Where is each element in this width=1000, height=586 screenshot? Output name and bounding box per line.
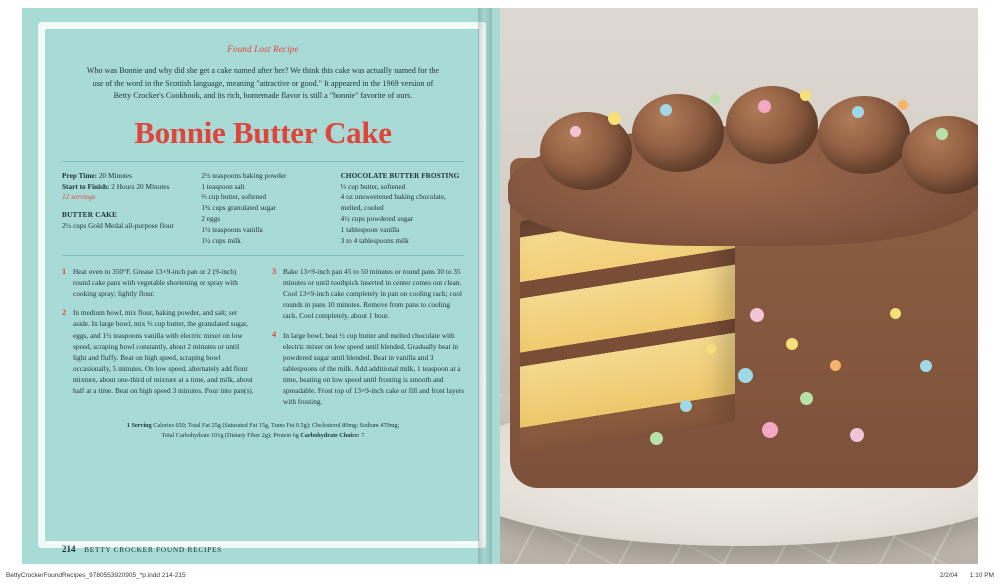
start-finish-label: Start to Finish: (62, 181, 110, 191)
sprinkle (890, 308, 901, 319)
step-number: 4 (272, 330, 277, 340)
instruction-step (62, 307, 254, 396)
nutrition-info (82, 421, 444, 441)
ingredients-columns (56, 162, 470, 248)
sprinkle (738, 368, 753, 383)
step-number: 3 (272, 266, 277, 276)
date-label: 2/2/04 (939, 571, 958, 579)
ingredient-item: ⅓ cup butter, softened (340, 181, 406, 191)
nutrition-lead: 1 Serving (126, 422, 152, 430)
sprinkle (800, 90, 811, 101)
ingredients-column-1 (62, 171, 185, 248)
ingredients-heading-butter-cake: BUTTER CAKE (62, 210, 118, 220)
start-finish-value: 2 Hours 20 Minutes (111, 181, 170, 191)
status-bar-right (940, 572, 994, 579)
frosting-swirl (818, 96, 910, 174)
ingredient-item: 2½ teaspoons baking powder (201, 170, 287, 180)
sprinkle (920, 360, 932, 372)
recipe-content (56, 34, 470, 538)
recipe-title: Bonnie Butter Cake (134, 114, 392, 150)
filename-label: BettyCrockerFoundRecipes_9780553920905_*p.indd 214-215 (6, 571, 186, 579)
ingredient-item: 1½ teaspoons vanilla (201, 225, 263, 235)
step-text: In medium bowl, mix flour, baking powder, and salt; set aside. In large bowl, mix ⅔ cup butter, the granulated sugar, eggs, and 1½ teaspoons vanilla with electric mixer on low speed, scraping bowl constantly, about 2 minutes or until light and fluffy. Beat on high speed, scraping bowl occasionally, 5 minutes. On low speed, alternately add flour mixture, about one-third of mixture at a time, and milk, about half at a time. Beat on high speed 3 minutes. Pour into pan(s). (73, 308, 254, 395)
book-spread (22, 8, 978, 564)
ingredient-item: 1 teaspoon salt (201, 181, 245, 191)
sprinkle (750, 308, 764, 322)
step-number: 2 (62, 307, 67, 317)
page-number: 214 (62, 544, 76, 554)
kicker-found-lost-recipe: Found Lost Recipe (227, 44, 299, 54)
sprinkle (710, 94, 720, 104)
ingredients-column-2 (201, 171, 324, 248)
sprinkle (830, 360, 841, 371)
cake-photograph (500, 8, 978, 564)
sprinkle (706, 344, 716, 354)
step-text: Bake 13×9-inch pan 45 to 50 minutes or round pans 30 to 35 minutes or until toothpick inserted in center comes out clean. Cool 13×9-inch cake completely in pan on cooling rack; cool rounds in pans 10 minutes. Remove from pans to cooling rack. Cool completely, about 1 hour. (283, 267, 462, 321)
ingredient-item: 1¼ cups milk (201, 236, 241, 246)
time-label: 1:10 PM (969, 571, 994, 579)
page-footer (62, 544, 222, 554)
sprinkle (852, 106, 864, 118)
book-title-running-head: BETTY CROCKER FOUND RECIPES (84, 545, 222, 554)
ingredient-item: 4 oz unsweetened baking chocolate, melted, cooled (340, 192, 446, 213)
servings-value: 12 servings (62, 192, 96, 202)
frosting-swirl (632, 94, 724, 172)
prep-time-value: 20 Minutes (98, 170, 132, 180)
instructions-column-right (272, 266, 464, 415)
ingredient-item: 3 to 4 tablespoons milk (340, 236, 409, 246)
sprinkle (850, 428, 864, 442)
sprinkle (762, 422, 778, 438)
ingredient-item: ⅔ cup butter, softened (201, 192, 267, 202)
sprinkle (898, 100, 908, 110)
right-page-photo (500, 8, 978, 564)
instruction-step (272, 266, 464, 321)
ingredient-item: 1 tablespoon vanilla (340, 225, 400, 235)
sprinkle (660, 104, 672, 116)
start-finish-line (62, 182, 185, 193)
sprinkle (786, 338, 798, 350)
nutrition-choice-value: 7 (361, 432, 365, 440)
recipe-intro-text: Who was Bonnie and why did she get a cake named after her? We think this cake was actually named for the use of the word in the Scottish language, meaning "attractive or good." It appeared in the 1969 version of Betty Crocker's Cookbook, and its rich, homemade flavor is still a "bonnie" favorite of ours. (86, 66, 440, 101)
sprinkle (608, 112, 621, 125)
prep-time-label: Prep Time: (62, 170, 98, 180)
instructions (56, 266, 470, 415)
ingredients-column-3 (341, 171, 464, 248)
sprinkle (680, 400, 692, 412)
sprinkle (570, 126, 581, 137)
nutrition-choice-label: Carbohydrate Choice: (300, 432, 360, 440)
divider-bottom (62, 255, 464, 256)
prep-time-line (62, 171, 185, 182)
step-text: In large bowl, beat ½ cup butter and melted chocolate with electric mixer on low speed until blended. Gradually beat in powdered sugar until blended. Beat in vanilla and 3 tablespoons of the milk. Add additional milk, 1 teaspoon at a time, beating on low speed until frosting is smooth and spreadable. Frost top of 13×9-inch cake or fill and frost layers with frosting. (283, 330, 465, 407)
instructions-column-left (62, 266, 254, 415)
sprinkle (758, 100, 771, 113)
ingredients-heading-chocolate-frosting: CHOCOLATE BUTTER FROSTING (340, 170, 460, 180)
step-number: 1 (62, 266, 67, 276)
left-page (22, 8, 500, 564)
nutrition-line-1: Calories 650; Total Fat 25g (Saturated Fat 15g, Trans Fat 0.5g); Cholesterol 80mg; Sodium 470mg; (153, 422, 400, 430)
ingredient-item: 2 eggs (201, 214, 221, 224)
ingredient-item: 4½ cups powdered sugar (340, 214, 414, 224)
step-text: Heat oven to 350°F. Grease 13×9-inch pan or 2 (9-inch) round cake pans with vegetable shortening or spray with cooking spray; lightly flour. (73, 267, 238, 299)
instruction-step (272, 330, 464, 408)
nutrition-line-2: Total Carbohydrate 101g (Dietary Fiber 2g); Protein 6g (161, 432, 299, 440)
ingredient-item: 2¼ cups Gold Medal all-purpose flour (62, 221, 174, 231)
sprinkle (650, 432, 663, 445)
sprinkle (936, 128, 948, 140)
sprinkle (800, 392, 813, 405)
ingredient-item: 1¾ cups granulated sugar (201, 203, 276, 213)
instruction-step (62, 266, 254, 299)
status-bar (0, 564, 1000, 586)
